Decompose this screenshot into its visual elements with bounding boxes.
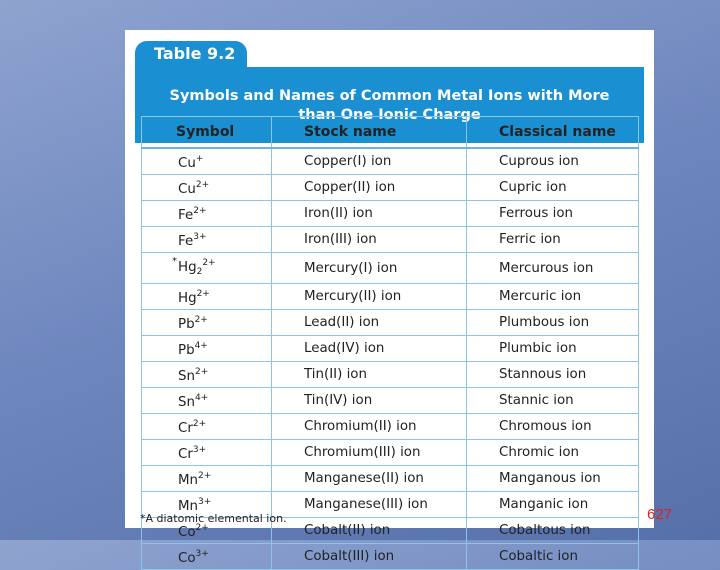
ion-table [141,116,639,570]
header-classical-name: Classical name [467,117,639,149]
cell-classical-name: Chromic ion [467,440,639,466]
element-symbol: Hg [178,260,197,275]
cell-symbol [142,466,272,492]
cell-classical-name: Cobaltous ion [467,518,639,544]
cell-symbol [142,440,272,466]
element-symbol: Sn [178,369,195,384]
table-body [142,148,639,570]
ion-charge: 3+ [193,232,207,242]
cell-symbol [142,362,272,388]
cell-symbol [142,414,272,440]
table-row [142,336,639,362]
cell-stock-name: Mercury(II) ion [272,284,467,310]
cell-classical-name: Mercuric ion [467,284,639,310]
cell-classical-name: Stannous ion [467,362,639,388]
cell-stock-name: Manganese(III) ion [272,492,467,518]
cell-symbol [142,310,272,336]
ion-charge: 2+ [198,471,212,481]
table-row [142,175,639,201]
table-title: Symbols and Names of Common Metal Ions with More than One Ionic Charge [169,88,610,123]
cell-stock-name: Lead(II) ion [272,310,467,336]
cell-symbol [142,336,272,362]
ion-charge: 3+ [195,549,209,559]
table-row [142,466,639,492]
element-symbol: Fe [178,208,194,223]
ion-charge: 2+ [192,419,207,429]
cell-symbol [142,227,272,253]
table-row [142,362,639,388]
cell-stock-name: Chromium(III) ion [272,440,467,466]
table-card [125,30,654,566]
element-symbol: Cu [178,182,196,197]
ion-charge: 4+ [195,393,209,403]
table-row [142,227,639,253]
ion-charge: 3+ [192,445,207,455]
ion-charge: 2+ [193,206,207,216]
cell-stock-name: Chromium(II) ion [272,414,467,440]
cell-symbol [142,175,272,201]
table-row [142,148,639,175]
table-row [142,201,639,227]
element-symbol: Cr [178,421,193,436]
cell-classical-name: Plumbous ion [467,310,639,336]
ion-table-wrap [141,116,638,570]
element-symbol: Mn [178,473,199,488]
cell-symbol [142,253,272,284]
ion-charge: 2+ [196,289,210,299]
cell-stock-name: Copper(II) ion [272,175,467,201]
page-number: 627 [647,506,673,523]
ion-charge: 2+ [195,180,210,190]
cell-classical-name: Manganous ion [467,466,639,492]
table-row [142,253,639,284]
cell-symbol [142,388,272,414]
element-symbol: Sn [178,395,195,410]
cell-stock-name: Tin(IV) ion [272,388,467,414]
cell-symbol [142,148,272,175]
cell-classical-name: Plumbic ion [467,336,639,362]
ion-charge: + [195,154,204,164]
cell-stock-name: Cobalt(II) ion [272,518,467,544]
cell-stock-name: Manganese(II) ion [272,466,467,492]
table-row [142,414,639,440]
cell-stock-name: Copper(I) ion [272,148,467,175]
ion-charge: 2+ [195,367,209,377]
header-stock-name: Stock name [272,117,467,149]
table-row [142,310,639,336]
ion-charge: 3+ [198,497,212,507]
element-symbol: Pb [178,343,195,358]
table-row [142,284,639,310]
footnote: *A diatomic elemental ion. [140,512,287,525]
subscript: 2 [196,267,203,277]
cell-classical-name: Mercurous ion [467,253,639,284]
ion-charge: 4+ [194,341,208,351]
element-symbol: Fe [178,234,194,249]
element-symbol: Cr [178,447,193,462]
element-symbol: Co [178,525,196,540]
element-symbol: Cu [178,156,196,171]
table-header-row [142,117,639,149]
cell-stock-name: Tin(II) ion [272,362,467,388]
cell-classical-name: Chromous ion [467,414,639,440]
ion-charge: 2+ [194,315,208,325]
footnote-marker: * [172,256,177,267]
element-symbol: Pb [178,317,195,332]
cell-symbol [142,201,272,227]
table-row [142,388,639,414]
cell-classical-name: Cupric ion [467,175,639,201]
table-label-tab: Table 9.2 [135,41,247,67]
cell-classical-name: Ferric ion [467,227,639,253]
header-symbol: Symbol [142,117,272,149]
cell-classical-name: Ferrous ion [467,201,639,227]
cell-stock-name: Mercury(I) ion [272,253,467,284]
cell-classical-name: Cuprous ion [467,148,639,175]
cell-classical-name: Cobaltic ion [467,544,639,570]
cell-classical-name: Manganic ion [467,492,639,518]
cell-stock-name: Cobalt(III) ion [272,544,467,570]
ion-charge: 2+ [195,523,209,533]
element-symbol: Hg [178,291,197,306]
cell-symbol [142,284,272,310]
ion-charge: 2+ [202,258,216,268]
element-symbol: Mn [178,499,199,514]
element-symbol: Co [178,551,196,566]
cell-stock-name: Iron(II) ion [272,201,467,227]
cell-classical-name: Stannic ion [467,388,639,414]
cell-stock-name: Lead(IV) ion [272,336,467,362]
cell-symbol [142,544,272,570]
table-row [142,440,639,466]
cell-stock-name: Iron(III) ion [272,227,467,253]
table-row [142,544,639,570]
